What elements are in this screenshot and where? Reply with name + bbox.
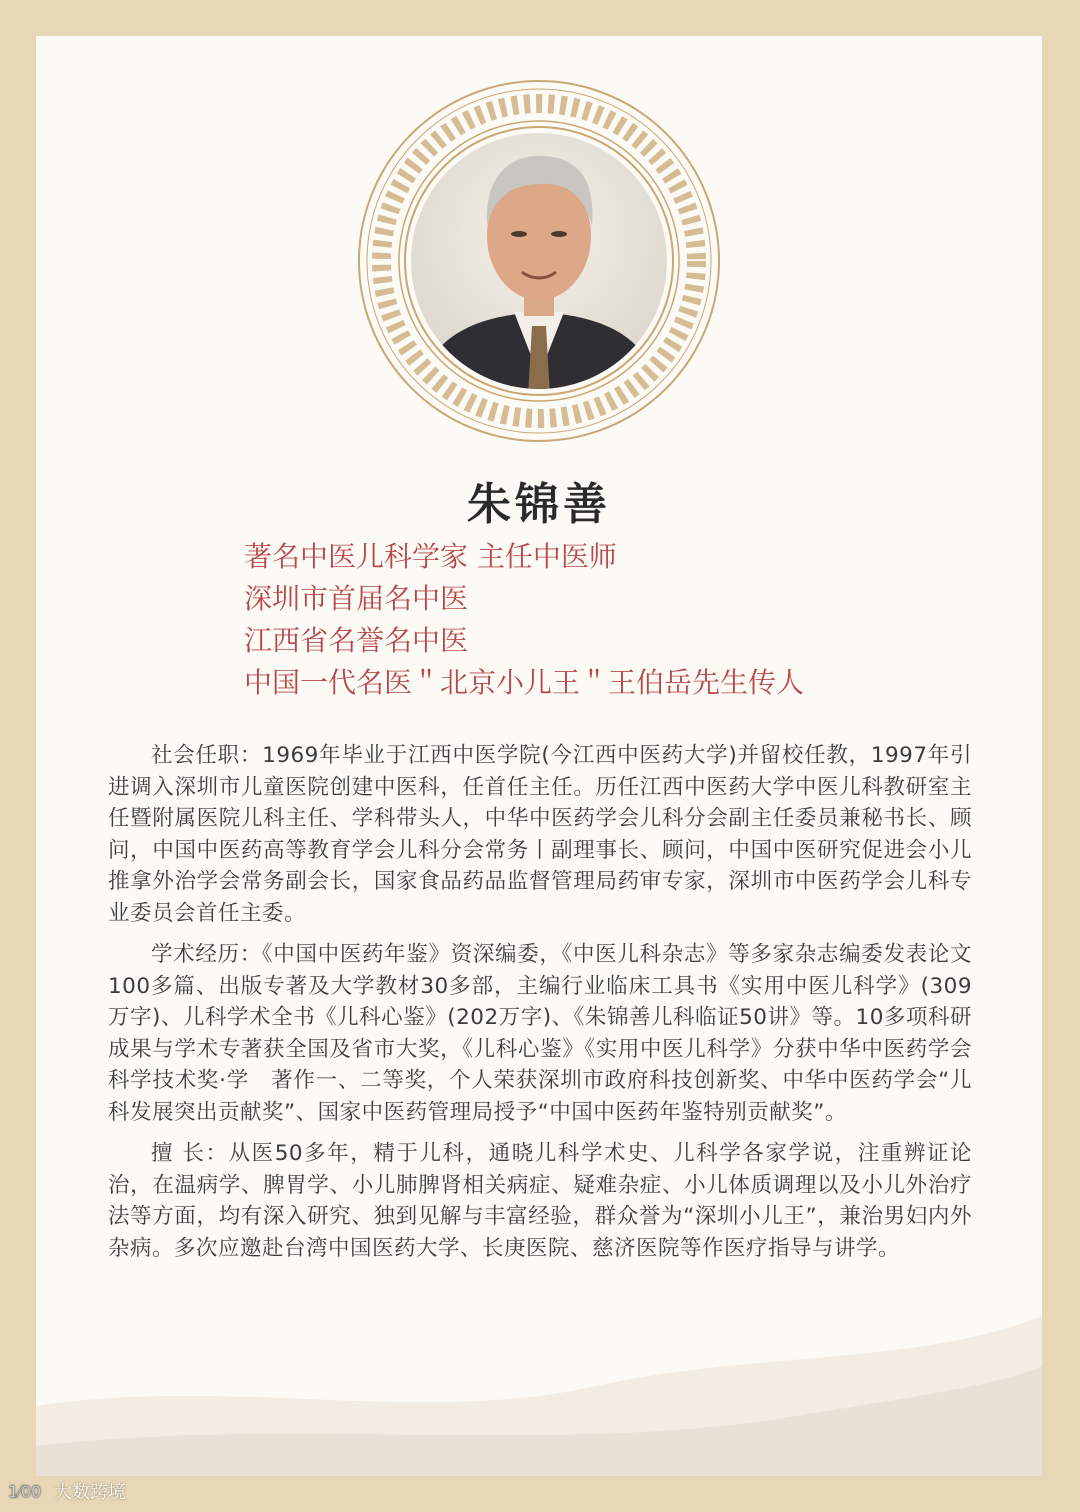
title-line: 中国一代名医＂北京小儿王＂王伯岳先生传人 bbox=[244, 666, 805, 699]
doctor-titles bbox=[244, 536, 1004, 704]
biography bbox=[108, 740, 972, 1274]
watermark bbox=[8, 1478, 126, 1504]
watermark-logo-icon bbox=[8, 1480, 48, 1502]
bio-academic-history: 学术经历：《中国中医药年鉴》资深编委，《中医儿科杂志》等多家杂志编委发表论文100多篇、出版专著及大学教材30多部，主编行业临床工具书《实用中医儿科学》(309万字)、儿科学术全书《儿科心鉴》(202万字)、《朱锦善儿科临证50讲》等。10多项科研成果与学术专著获全国及省市大奖，《儿科心鉴》《实用中医儿科学》分获中华中医药学会科学技术奖·学 著作一、二等奖，个人荣获深圳市政府科技创新奖、中华中医药学会“儿科发展突出贡献奖”、国家中医药管理局授予“中国中医药年鉴特别贡献奖”。 bbox=[108, 942, 972, 1125]
title-line: 江西省名誉名中医 bbox=[244, 624, 469, 657]
bio-specialties: 擅 长：从医50多年，精于儿科，通晓儿科学术史、儿科学各家学说，注重辨证论治，在温病学、脾胃学、小儿肺脾肾相关病症、疑难杂症、小儿体质调理以及小儿外治疗法等方面，均有深入研究、独到见解与丰富经验，群众誉为“深圳小儿王”，兼治男妇内外杂病。多次应邀赴台湾中国医药大学、长庚医院、慈济医院等作医疗指导与讲学。 bbox=[108, 1141, 972, 1261]
portrait-frame bbox=[354, 76, 724, 446]
svg-text:1⁄00: 1⁄00 bbox=[8, 1482, 42, 1501]
watermark-text: 大数跨境 bbox=[54, 1482, 126, 1503]
page-frame bbox=[36, 36, 1042, 1476]
ink-wave-decoration bbox=[36, 1256, 1042, 1476]
bio-social-roles: 社会任职：1969年毕业于江西中医学院(今江西中医药大学)并留校任教，1997年引进调入深圳市儿童医院创建中医科，任首任主任。历任江西中医药大学中医儿科教研室主任暨附属医院儿科主任、学科带头人，中华中医药学会儿科分会副主任委员兼秘书长、顾问，中国中医药高等教育学会儿科分会常务丨副理事长、顾问，中国中医研究促进会小儿推拿外治学会常务副会长，国家食品药品监督管理局药审专家，深圳市中医药学会儿科专业委员会首任主委。 bbox=[108, 743, 972, 926]
title-line: 著名中医儿科学家 主任中医师 bbox=[244, 540, 617, 573]
doctor-name: 朱锦善 bbox=[467, 479, 611, 530]
title-line: 深圳市首届名中医 bbox=[244, 582, 469, 615]
